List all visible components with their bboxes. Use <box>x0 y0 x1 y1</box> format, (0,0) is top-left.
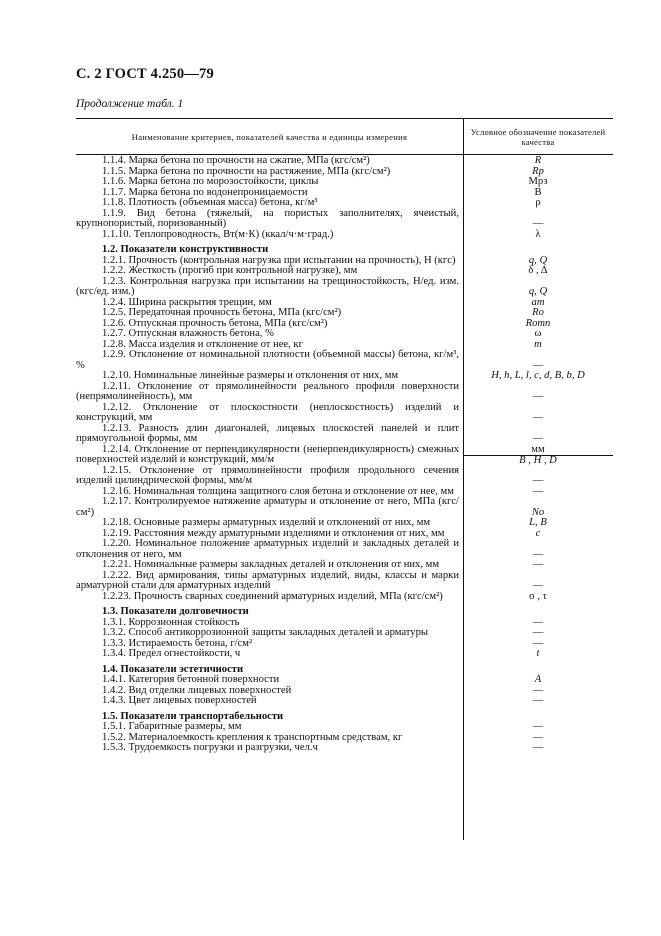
indicator-name: 1.4.1. Категория бетонной поверхности <box>102 674 280 685</box>
table-row <box>76 329 613 340</box>
indicator-symbol: — <box>532 485 544 497</box>
section-title: 1.3. Показатели долговечности <box>102 606 249 617</box>
table-row <box>76 592 613 603</box>
page-header: С. 2 ГОСТ 4.250—79 <box>76 66 214 82</box>
table-row <box>76 350 613 371</box>
table-row <box>76 424 613 445</box>
indicator-name: 1.1.9. Вид бетона (тяжелый, на пористых заполнителях, ячеистый, крупнопористый, поризованный) <box>76 207 459 229</box>
indicator-symbol <box>463 602 613 618</box>
indicator-symbol: Rp <box>532 165 544 177</box>
indicator-name: 1.2.12. Отклонение от плоскостности (неплоскостность) изделий и конструкций, мм <box>76 401 459 423</box>
table-row <box>76 649 613 660</box>
quality-indicators-table <box>76 118 613 754</box>
table-row <box>76 403 613 424</box>
indicator-symbol: Rотп <box>525 317 551 329</box>
table-row <box>76 539 613 560</box>
indicator-symbol: — <box>532 391 544 402</box>
indicator-symbol: — <box>532 742 544 753</box>
indicator-name: 1.1.7. Марка бетона по водонепроницаемости <box>102 186 308 198</box>
indicator-name: 1.5.3. Трудоемкость погрузки и разгрузки, чел.ч <box>102 742 318 753</box>
indicator-name: 1.5.2. Материалоемкость крепления к транспортным средствам, кг <box>102 731 403 743</box>
indicator-name: 1.4.3. Цвет лицевых поверхностей <box>102 695 257 706</box>
indicator-symbol: No <box>531 506 545 518</box>
table-row <box>76 675 613 686</box>
column-header-name: Наименование критериев, показателей качества и единицы измерения <box>131 131 408 142</box>
section-heading-row <box>76 707 613 723</box>
indicator-symbol: — <box>532 433 544 444</box>
table-row <box>76 518 613 529</box>
indicator-symbol: t <box>536 648 540 659</box>
table-row <box>76 230 613 241</box>
indicator-name: 1.1.6. Марка бетона по морозостойкости, циклы <box>102 176 319 187</box>
indicator-symbol: — <box>532 731 544 743</box>
section-heading-row <box>76 240 613 256</box>
indicator-name: 1.2.11. Отклонение от прямолинейности реального профиля поверхности (непрямолинейность), мм <box>76 380 459 402</box>
indicator-name: 1.1.10. Теплопроводность, Вт(м·К) (ккал/ч·м·град.) <box>102 228 334 240</box>
indicator-symbol: В <box>534 186 542 198</box>
indicator-symbol: — <box>532 218 544 229</box>
indicator-name: 1.2.19. Расстояния между арматурными изделиями и отклонения от них, мм <box>102 527 445 539</box>
indicator-symbol: — <box>532 616 544 628</box>
indicator-symbol: — <box>532 412 544 423</box>
indicator-symbol: c <box>535 527 541 539</box>
indicator-symbol: R <box>534 155 542 166</box>
indicator-symbol: — <box>532 627 544 638</box>
indicator-symbol: — <box>532 721 544 732</box>
indicator-name: 1.3.3. Истираемость бетона, г/см² <box>102 637 253 649</box>
indicator-name: 1.5.1. Габаритные размеры, мм <box>102 721 242 732</box>
table-row <box>76 628 613 639</box>
indicator-name: 1.3.2. Способ антикоррозионной защиты закладных деталей и арматуры <box>102 627 429 638</box>
indicator-symbol: — <box>532 695 544 706</box>
indicator-name: 1.2.21. Номинальные размеры закладных деталей и отклонения от них, мм <box>102 559 440 570</box>
indicator-symbol: λ <box>535 228 541 240</box>
indicator-name: 1.3.4. Предел огнестойкости, ч <box>102 648 241 659</box>
table-row <box>76 560 613 571</box>
indicator-symbol <box>463 240 613 256</box>
indicator-name: 1.2.2. Жесткость (прогиб при контрольной нагрузке), мм <box>102 265 358 276</box>
indicator-symbol: q, Q <box>528 254 548 266</box>
indicator-symbol: ω <box>534 328 542 339</box>
indicator-symbol: $\frac{мм}{B , H , D}$ <box>463 445 613 466</box>
indicator-symbol: m <box>534 338 542 350</box>
table-row <box>76 466 613 487</box>
indicator-name: 1.2.1. Прочность (контрольная нагрузка при испытании на прочность), Н (кгс) <box>102 254 456 266</box>
table-row <box>76 209 613 230</box>
indicator-name: 1.2.9. Отклонение от номинальной плотности (объемной массы) бетона, кг/м³, % <box>76 349 459 371</box>
indicator-name: 1.2.6. Отпускная прочность бетона, МПа (кгс/см²) <box>102 317 328 329</box>
indicator-symbol: — <box>532 559 544 570</box>
indicator-name: 1.3.1. Коррозионная стойкость <box>102 616 240 628</box>
indicator-name: 1.2.4. Ширина раскрытия трещин, мм <box>102 296 272 308</box>
indicator-symbol: — <box>532 359 544 371</box>
column-divider <box>463 118 464 840</box>
indicator-name: 1.2.5. Передаточная прочность бетона, МПа (кгс/см²) <box>102 307 342 318</box>
table-row <box>76 266 613 277</box>
indicator-symbol <box>463 707 613 723</box>
indicator-symbol: q, Q <box>528 286 548 297</box>
indicator-symbol: L, B <box>529 517 547 528</box>
indicator-symbol: H, h, L, l, c, d, B, b, D <box>491 370 585 381</box>
indicator-name: 1.2.17. Контролируемое натяжение арматуры и отклонение от него, МПа (кгс/см²) <box>76 496 459 518</box>
indicator-symbol: — <box>532 475 544 486</box>
indicator-symbol: σ , τ <box>529 590 547 602</box>
indicator-symbol: ρ <box>535 197 541 208</box>
indicator-name: 1.2.20. Номинальное положение арматурных изделий и закладных деталей и отклонения от него, мм <box>76 538 459 560</box>
column-header-symbol: Условное обозначение показателей качества <box>470 126 606 147</box>
indicator-name: 1.2.10. Номинальные линейные размеры и отклонения от них, мм <box>102 370 399 381</box>
table-row <box>76 371 613 382</box>
table-row <box>76 571 613 592</box>
indicator-symbol: Ro <box>532 307 544 318</box>
table-body <box>76 155 613 754</box>
indicator-name: 1.2.23. Прочность сварных соединений арматурных изделий, МПа (кгс/см²) <box>102 590 443 602</box>
indicator-symbol: — <box>532 637 544 649</box>
table-row <box>76 696 613 707</box>
table-header <box>76 118 613 155</box>
indicator-name: 1.4.2. Вид отделки лицевых поверхностей <box>102 684 292 696</box>
indicator-symbol: — <box>532 684 544 696</box>
table-continuation-label: Продолжение табл. 1 <box>76 98 184 110</box>
indicator-symbol <box>463 660 613 676</box>
table-row <box>76 177 613 188</box>
indicator-name: 1.1.4. Марка бетона по прочности на сжатие, МПа (кгс/см²) <box>102 155 370 166</box>
section-heading-row <box>76 602 613 618</box>
section-title: 1.4. Показатели эстетичности <box>102 663 244 675</box>
table-row <box>76 156 613 167</box>
table-row <box>76 277 613 298</box>
indicator-symbol: Мрз <box>528 176 548 187</box>
indicator-name: 1.2.18. Основные размеры арматурных изделий и отклонений от них, мм <box>102 517 431 528</box>
table-row <box>76 743 613 754</box>
table-row <box>76 308 613 319</box>
table-row <box>76 198 613 209</box>
section-heading-row <box>76 660 613 676</box>
table-row <box>76 382 613 403</box>
indicator-symbol: — <box>532 580 544 591</box>
indicator-symbol: — <box>532 548 544 560</box>
table-row <box>76 497 613 518</box>
table-row <box>76 722 613 733</box>
indicator-name: 1.1.8. Плотность (объемная масса) бетона, кг/м³ <box>102 197 318 208</box>
indicator-symbol: δ , Δ <box>528 265 548 276</box>
table-row <box>76 445 613 466</box>
indicator-name: 1.2.22. Вид армирования, типы арматурных изделий, виды, классы и марки арматурной стали для арматурных изделий <box>76 569 459 591</box>
indicator-symbol: A <box>534 674 542 685</box>
indicator-name: 1.2.3. Контрольная нагрузка при испытании на трещиностойкость, Н/ед. изм. (кгс/ед. изм.) <box>76 275 459 297</box>
indicator-name: 1.2.8. Масса изделия и отклонение от нее, кг <box>102 338 303 350</box>
indicator-name: 1.2.16. Номинальная толщина защитного слоя бетона и отклонение от нее, мм <box>102 485 454 497</box>
indicator-symbol: am <box>531 296 545 308</box>
indicator-name: 1.1.5. Марка бетона по прочности на растяжение, МПа (кгс/см²) <box>102 165 391 177</box>
indicator-name: 1.2.15. Отклонение от прямолинейности профиля продольного сечения изделий цилиндрической формы, мм/м <box>76 464 459 486</box>
indicator-name: 1.2.14. Отклонение от перпендикулярности (неперпендикулярность) смежных поверхностей изделий и конструкций, мм/м <box>76 443 459 465</box>
section-title: 1.2. Показатели конструктивности <box>102 244 269 255</box>
section-title: 1.5. Показатели транспортабельности <box>102 710 284 722</box>
indicator-name: 1.2.13. Разность длин диагоналей, лицевых плоскостей панелей и плит прямоугольной формы, мм <box>76 422 459 444</box>
indicator-name: 1.2.7. Отпускная влажность бетона, % <box>102 328 274 339</box>
